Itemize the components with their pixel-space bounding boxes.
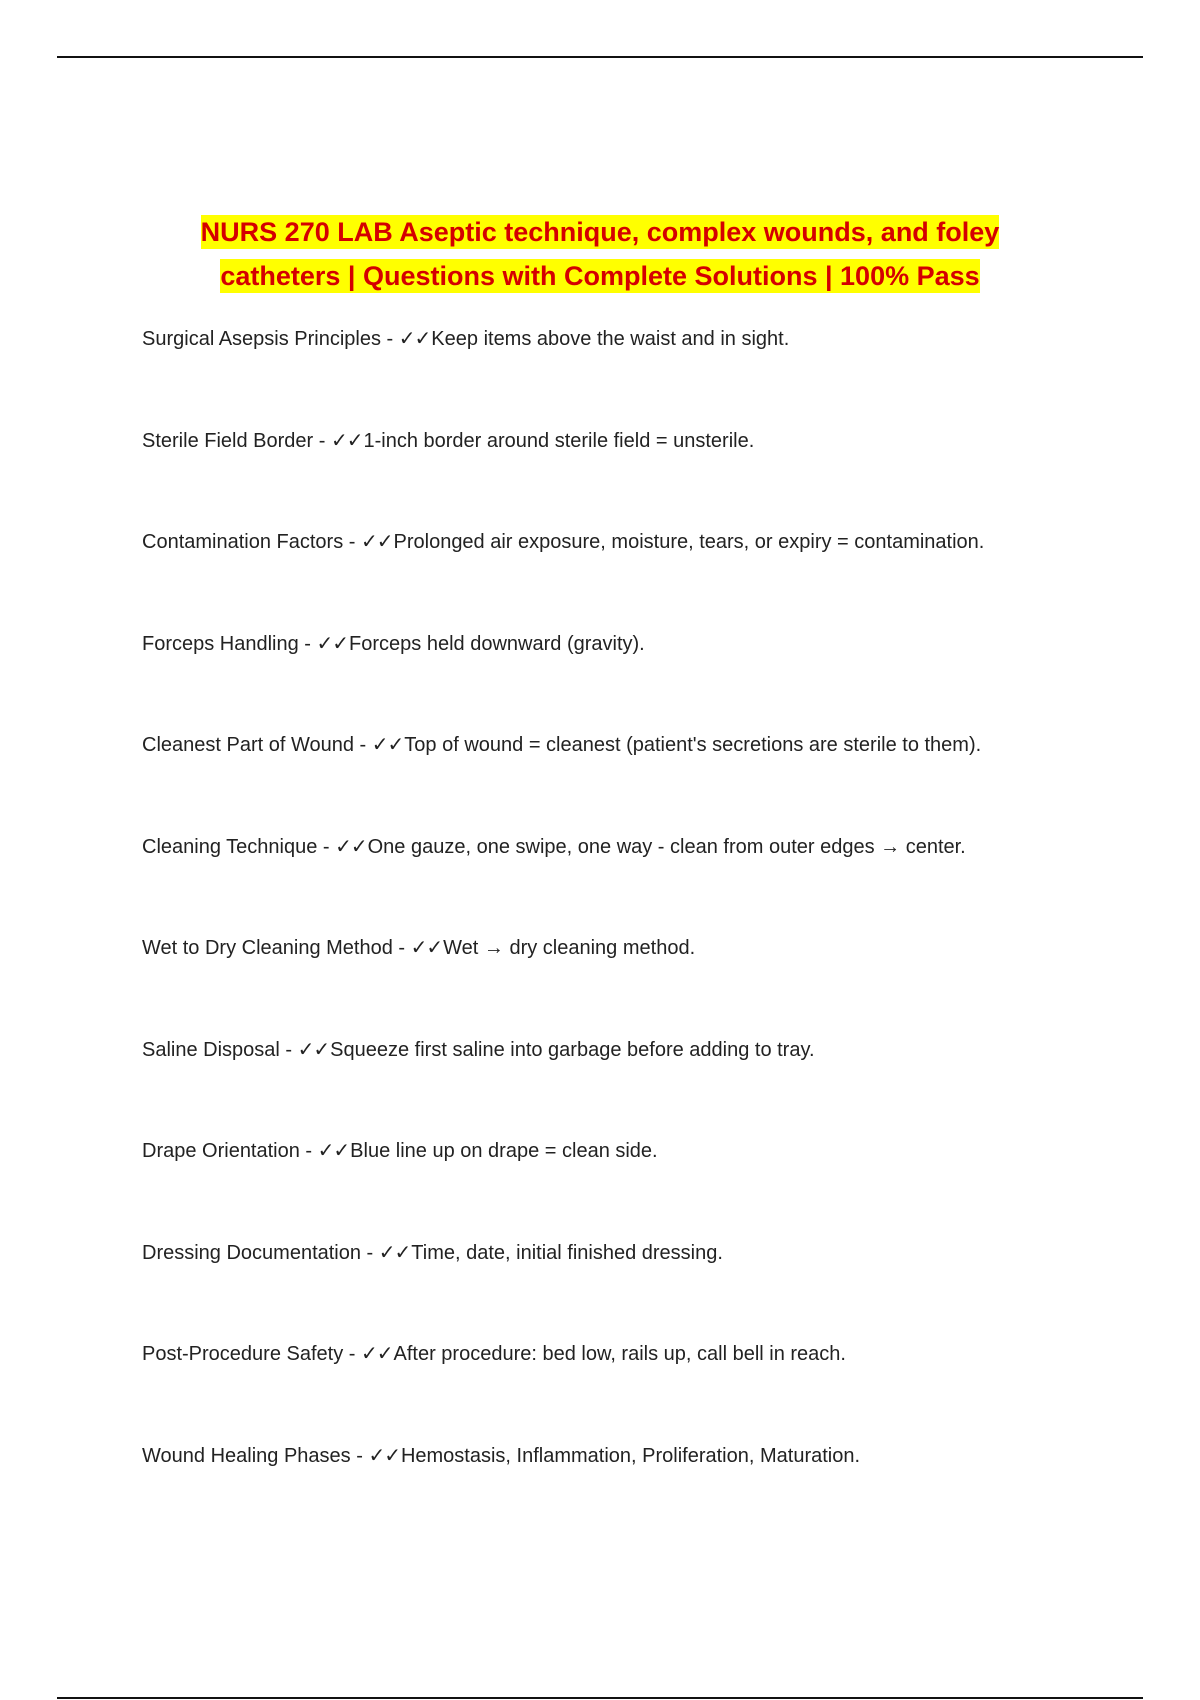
check-mark-icon: ✓✓ bbox=[330, 427, 363, 452]
footer-rule bbox=[57, 1697, 1143, 1699]
list-item bbox=[142, 320, 1122, 422]
title-line-2: catheters | Questions with Complete Solutions | 100% Pass bbox=[220, 261, 980, 291]
item-answer: Hemostasis, Inflammation, Proliferation, Maturation. bbox=[400, 1444, 861, 1467]
item-answer: Wet → dry cleaning method. bbox=[443, 937, 696, 959]
check-mark-icon: ✓✓ bbox=[335, 833, 367, 858]
list-item bbox=[142, 726, 1122, 828]
item-separator: - bbox=[392, 937, 411, 959]
list-item bbox=[142, 1031, 1122, 1133]
item-answer: Blue line up on drape = clean side. bbox=[350, 1140, 658, 1162]
item-term: Sterile Field Border bbox=[142, 429, 314, 452]
document-title bbox=[0, 210, 1200, 298]
item-term: Contamination Factors bbox=[142, 531, 344, 553]
item-separator: - bbox=[317, 835, 336, 858]
item-answer: One gauze, one swipe, one way - clean from outer edges → center. bbox=[367, 835, 966, 858]
item-separator: - bbox=[353, 734, 372, 756]
item-separator: - bbox=[343, 1343, 361, 1365]
check-mark-icon: ✓✓ bbox=[398, 326, 431, 350]
qa-list bbox=[142, 320, 1122, 1538]
item-answer: Time, date, initial finished dressing. bbox=[411, 1241, 723, 1264]
check-mark-icon: ✓✓ bbox=[371, 732, 404, 756]
check-mark-icon: ✓✓ bbox=[378, 1239, 411, 1264]
item-separator: - bbox=[313, 429, 331, 452]
item-term: Forceps Handling bbox=[142, 632, 299, 655]
item-term: Cleaning Technique bbox=[142, 835, 318, 858]
list-item bbox=[142, 422, 1122, 524]
check-mark-icon: ✓✓ bbox=[360, 529, 393, 553]
header-rule bbox=[57, 56, 1143, 58]
item-term: Post-Procedure Safety bbox=[142, 1343, 344, 1365]
check-mark-icon: ✓✓ bbox=[410, 935, 443, 959]
item-answer: Keep items above the waist and in sight. bbox=[431, 328, 790, 350]
item-term: Surgical Asepsis Principles bbox=[142, 328, 381, 350]
item-separator: - bbox=[350, 1444, 369, 1467]
list-item bbox=[142, 1437, 1122, 1539]
list-item bbox=[142, 1132, 1122, 1234]
item-answer: Forceps held downward (gravity). bbox=[349, 632, 645, 655]
item-term: Wound Healing Phases bbox=[142, 1444, 351, 1467]
list-item bbox=[142, 1335, 1122, 1437]
check-mark-icon: ✓✓ bbox=[297, 1036, 330, 1061]
item-answer: Squeeze first saline into garbage before adding to tray. bbox=[330, 1038, 815, 1061]
item-separator: - bbox=[299, 1140, 318, 1162]
check-mark-icon: ✓✓ bbox=[317, 1138, 350, 1162]
item-separator: - bbox=[279, 1038, 298, 1061]
list-item bbox=[142, 625, 1122, 727]
item-separator: - bbox=[298, 632, 317, 655]
item-separator: - bbox=[343, 531, 361, 553]
item-term: Cleanest Part of Wound bbox=[142, 734, 354, 756]
item-separator: - bbox=[361, 1241, 379, 1264]
list-item bbox=[142, 1234, 1122, 1336]
list-item bbox=[142, 828, 1122, 930]
check-mark-icon: ✓✓ bbox=[361, 1341, 393, 1365]
item-answer: Top of wound = cleanest (patient's secretions are sterile to them). bbox=[404, 734, 982, 756]
item-term: Drape Orientation bbox=[142, 1140, 300, 1162]
item-term: Dressing Documentation bbox=[142, 1241, 361, 1264]
check-mark-icon: ✓✓ bbox=[316, 630, 349, 655]
item-term: Wet to Dry Cleaning Method bbox=[142, 937, 393, 959]
item-answer: After procedure: bed low, rails up, call bell in reach. bbox=[393, 1343, 846, 1365]
item-answer: 1-inch border around sterile field = unsterile. bbox=[363, 429, 755, 452]
title-line-1: NURS 270 LAB Aseptic technique, complex wounds, and foley bbox=[200, 217, 1000, 247]
list-item bbox=[142, 929, 1122, 1031]
item-answer: Prolonged air exposure, moisture, tears, or expiry = contamination. bbox=[393, 531, 985, 553]
item-term: Saline Disposal bbox=[142, 1038, 280, 1061]
list-item bbox=[142, 523, 1122, 625]
check-mark-icon: ✓✓ bbox=[368, 1442, 400, 1467]
item-separator: - bbox=[381, 328, 399, 350]
